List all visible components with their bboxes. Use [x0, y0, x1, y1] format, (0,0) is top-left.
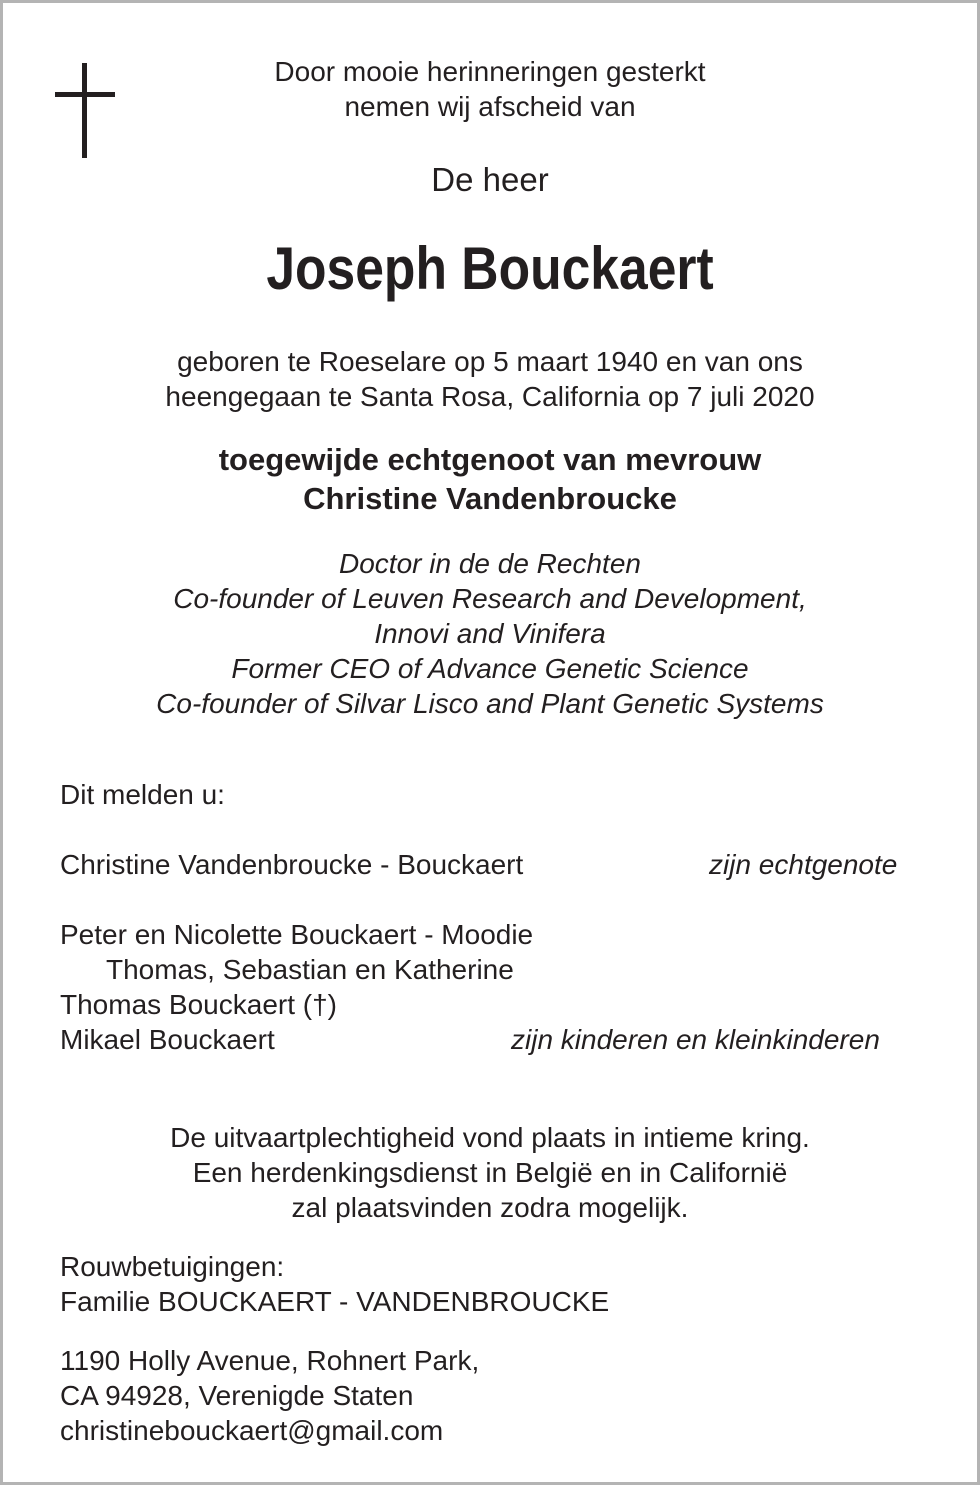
deceased-name: Joseph Bouckaert: [266, 235, 714, 302]
children-relation: zijn kinderen en kleinkinderen: [511, 1024, 880, 1055]
salutation: De heer: [431, 161, 549, 198]
condolences: [60, 1249, 609, 1319]
child-line: Peter en Nicolette Bouckaert - Moodie: [60, 919, 534, 950]
career-item: Co-founder of Leuven Research and Development,: [173, 583, 807, 614]
funeral-line: De uitvaartplechtigheid vond plaats in intieme kring.: [170, 1122, 810, 1153]
intro-text: [0, 54, 980, 124]
funeral-line: Een herdenkingsdienst in België en in Californië: [192, 1157, 788, 1188]
birth-death-text: [0, 344, 980, 414]
spouse-line-1: toegewijde echtgenoot van mevrouw: [218, 442, 762, 477]
spouse-line-2: Christine Vandenbroucke: [303, 481, 677, 516]
children-list: [60, 917, 533, 1057]
career-item: Innovi and Vinifera: [374, 618, 606, 649]
grandchildren-line: Thomas, Sebastian en Katherine: [106, 954, 514, 985]
career-item: Former CEO of Advance Genetic Science: [231, 653, 749, 684]
spouse-text: [0, 440, 980, 518]
condolences-label: Rouwbetuigingen:: [60, 1251, 285, 1282]
announce-text: Dit melden u:: [60, 779, 225, 810]
child-line: Thomas Bouckaert (†): [60, 989, 337, 1020]
address-block: [60, 1343, 479, 1448]
wife-relation: zijn echtgenote: [709, 849, 898, 880]
career-item: Co-founder of Silvar Lisco and Plant Genetic Systems: [156, 688, 824, 719]
career-list: [0, 546, 980, 721]
condolences-family: Familie BOUCKAERT - VANDENBROUCKE: [60, 1286, 610, 1317]
intro-line-2: nemen wij afscheid van: [344, 91, 636, 122]
career-item: Doctor in de de Rechten: [339, 548, 641, 579]
funeral-text: [0, 1120, 980, 1225]
address-line: CA 94928, Verenigde Staten: [60, 1380, 414, 1411]
address-line: 1190 Holly Avenue, Rohnert Park,: [60, 1345, 480, 1376]
email-address: christinebouckaert@gmail.com: [60, 1415, 444, 1446]
death-line: heengegaan te Santa Rosa, California op 7 juli 2020: [165, 381, 815, 412]
child-line: Mikael Bouckaert: [60, 1024, 275, 1055]
wife-name: Christine Vandenbroucke - Bouckaert: [60, 849, 524, 880]
intro-line-1: Door mooie herinneringen gesterkt: [274, 56, 706, 87]
birth-line: geboren te Roeselare op 5 maart 1940 en van ons: [177, 346, 803, 377]
funeral-line: zal plaatsvinden zodra mogelijk.: [291, 1192, 689, 1223]
